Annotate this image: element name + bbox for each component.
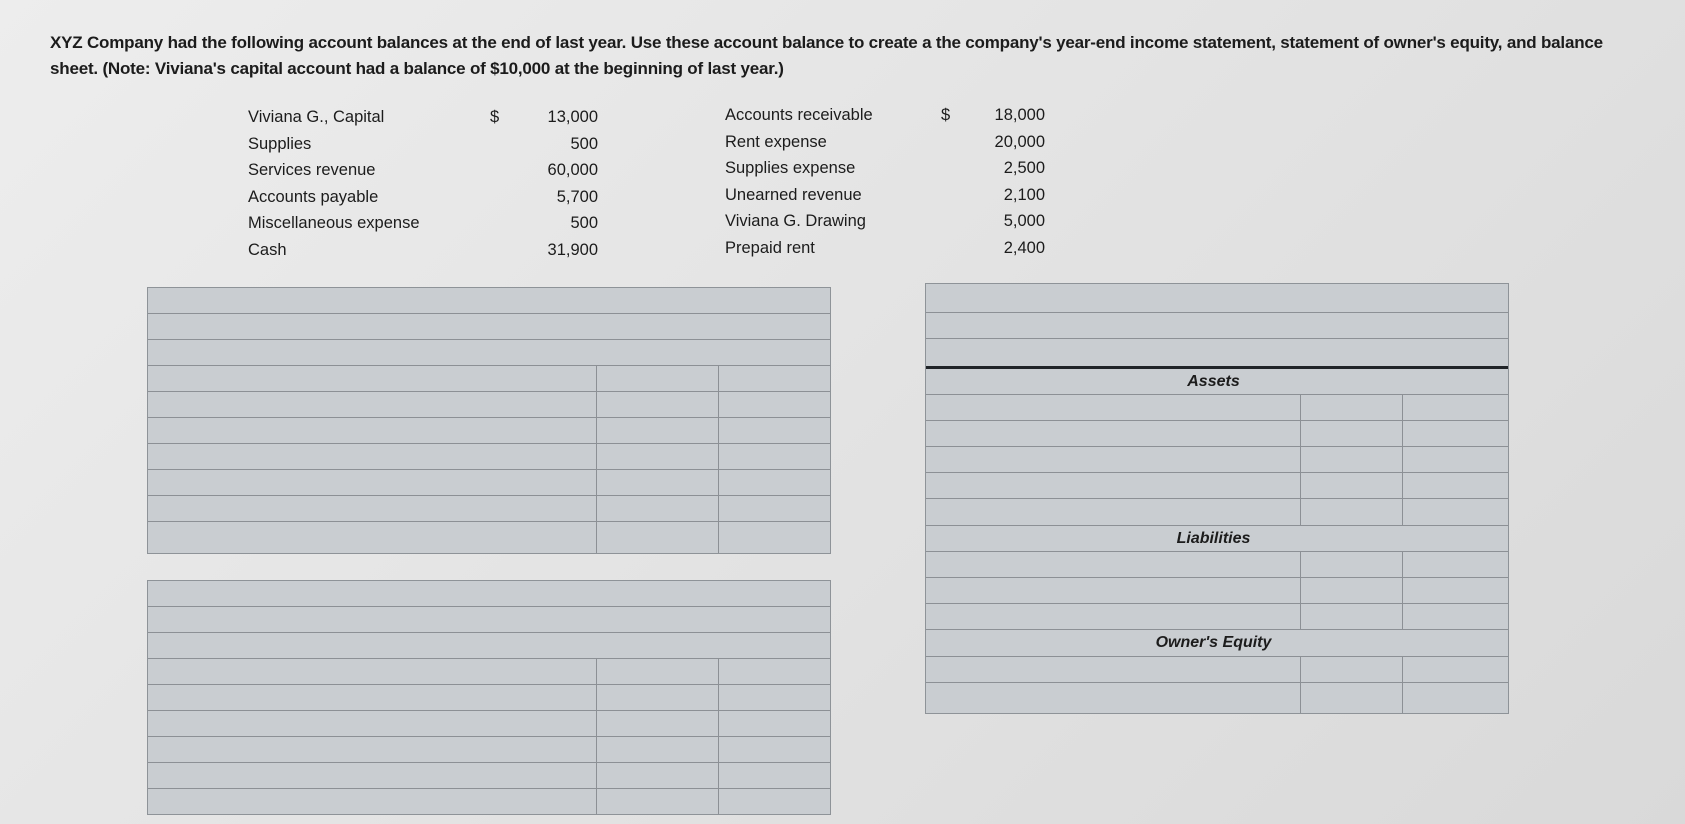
account-amount: 5,700 [556,187,598,206]
account-name: Rent expense [725,132,827,151]
owners-equity-heading: Owner's Equity [1155,634,1272,651]
account-amount: 500 [570,134,598,153]
currency-symbol: $ [490,108,500,126]
income-statement-form [147,287,831,554]
problem-instructions: XYZ Company had the following account balances at the end of last year. Use these account balance to create a the company's year-end income statement, statement of owner's equity, and balance sheet. (Note: Viviana's capital account had a balance of $10,000 at the beginning of last year.) [50,33,1603,78]
form-row[interactable] [148,496,830,522]
liabilities-heading: Liabilities [1176,530,1251,547]
form-row[interactable] [926,473,1508,499]
form-header-row[interactable] [148,288,830,314]
account-name: Cash [248,240,287,259]
account-balances-left [248,104,598,264]
account-amount: 60,000 [547,161,598,180]
balance-row [248,210,598,237]
column-divider [718,659,719,814]
form-header-row[interactable] [926,284,1508,313]
column-divider [1402,657,1403,713]
balance-row [248,157,598,184]
form-row[interactable] [148,737,830,763]
balance-row [248,237,598,264]
form-header-row[interactable] [148,314,830,340]
form-row[interactable] [926,552,1508,578]
balance-row [248,104,598,131]
balance-row [248,184,598,211]
column-divider [1402,552,1403,630]
form-row[interactable] [926,604,1508,630]
form-row[interactable] [148,711,830,737]
column-divider [1300,395,1301,526]
balance-row [725,182,1045,209]
form-header-row[interactable] [148,607,830,633]
column-divider [596,659,597,814]
account-name: Viviana G., Capital [248,108,385,126]
form-row[interactable] [148,685,830,711]
account-amount: 31,900 [547,240,598,259]
form-row[interactable] [148,659,830,685]
account-amount: 13,000 [547,108,598,126]
balance-row [725,155,1045,182]
form-row[interactable] [148,763,830,789]
account-amount: 2,400 [1003,238,1045,257]
form-row[interactable] [148,522,830,547]
account-amount: 20,000 [994,132,1045,151]
account-amount: 2,500 [1003,159,1045,178]
balance-sheet-form [925,283,1509,714]
form-row[interactable] [148,366,830,392]
column-divider [718,366,719,553]
account-name: Prepaid rent [725,238,815,257]
balance-row [725,235,1045,262]
currency-symbol: $ [941,106,951,124]
balance-row [725,129,1045,156]
form-header-row[interactable] [926,313,1508,339]
form-header-row[interactable] [148,633,830,659]
account-amount: 18,000 [994,106,1045,124]
account-amount: 2,100 [1003,185,1045,204]
column-divider [1300,552,1301,630]
form-header-row[interactable] [148,581,830,607]
balance-row [725,102,1045,129]
form-row[interactable] [926,395,1508,421]
account-amount: 500 [570,214,598,233]
section-heading-row [926,630,1508,657]
account-name: Supplies [248,134,312,153]
account-name: Miscellaneous expense [248,214,420,233]
form-row[interactable] [148,470,830,496]
form-row[interactable] [148,789,830,813]
account-name: Services revenue [248,161,376,180]
assets-heading: Assets [1187,373,1240,390]
account-name: Accounts payable [248,187,379,206]
account-name: Supplies expense [725,159,856,178]
form-row[interactable] [926,683,1508,712]
balance-row [248,131,598,158]
section-heading-row [926,526,1508,552]
account-balances-right [725,102,1045,262]
balance-row [725,208,1045,235]
form-row[interactable] [148,418,830,444]
owners-equity-statement-form [147,580,831,815]
form-row[interactable] [148,444,830,470]
form-row[interactable] [148,392,830,418]
column-divider [1402,395,1403,526]
account-amount: 5,000 [1003,212,1045,231]
form-row[interactable] [926,578,1508,604]
form-header-row[interactable] [926,339,1508,366]
form-header-row[interactable] [148,340,830,366]
account-name: Viviana G. Drawing [725,212,866,231]
form-row[interactable] [926,657,1508,683]
form-row[interactable] [926,421,1508,447]
column-divider [1300,657,1301,713]
account-name: Accounts receivable [725,106,873,124]
form-row[interactable] [926,499,1508,526]
form-row[interactable] [926,447,1508,473]
section-heading-row [926,369,1508,395]
column-divider [596,366,597,553]
account-name: Unearned revenue [725,185,862,204]
